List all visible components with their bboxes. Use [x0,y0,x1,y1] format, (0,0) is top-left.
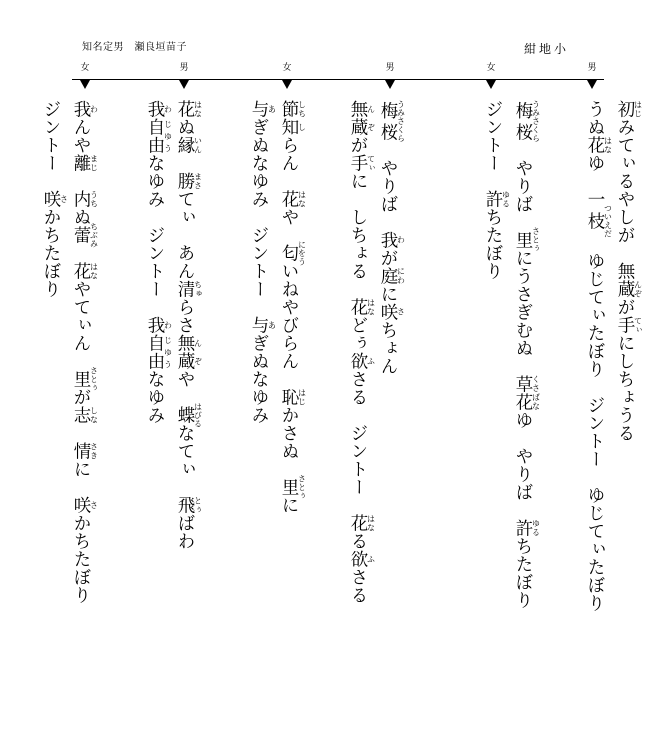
timeline-marker [80,80,90,89]
speaker-label: 男 [587,63,597,73]
verse-column: 花はなぬ縁いん 勝まさてぃ あん清ちゅらさ無蔵んぞや 蝶はびるなてぃ 飛とぅばわ 我わ自由じゆうなゆみ ジントー 我わ自由じゆうなゆみ [145,100,203,550]
timeline-marker [179,80,189,89]
timeline-marker [486,80,496,89]
speaker-label: 男 [385,63,395,73]
verse-column: 梅桜うみさくら やりば 我わが庭にわに咲さちょん 無蔵んぞが手てぃに しちょる 花はなどぅ欲ふさる ジントー 花はなる欲ふさる [348,100,406,604]
timeline-line [72,79,604,80]
verse-column: 節しち知しらん 花はなや 匂にをういねやびらん 恥はじかさぬ 里さとぅに 与あぎぬなゆみ ジントー 与あぎぬなゆみ [249,100,307,514]
speaker-label: 女 [282,63,292,73]
header-title: 紺地小 [524,42,570,56]
verse-column: 梅桜うみさくら やりば 里さとぅにうさぎむぬ 草花くさばなゆ やりば 許ゆるちたぼり ジントー 許ゆるちたぼり [483,100,541,609]
timeline-marker [587,80,597,89]
speaker-label: 女 [486,63,496,73]
timeline-marker [282,80,292,89]
verse-column: 初はじみてぃるやしが 無蔵んぞが手てぃにしちょうる うぬ花はなゆ 一枝ついえだ ゆじてぃたぼり ジントー ゆじてぃたぼり [585,100,643,612]
speaker-label: 女 [80,63,90,73]
speaker-label: 男 [179,63,189,73]
header-performers: 知名定男 瀬良垣苗子 [82,42,187,53]
timeline-marker [385,80,395,89]
verse-column: 我わんや離まじ 内うちぬ蕾ちぶみ 花はなやてぃん 里さとぅが志しな 情さきに 咲さかちたぼり ジントー 咲さかちたぼり [41,100,99,604]
